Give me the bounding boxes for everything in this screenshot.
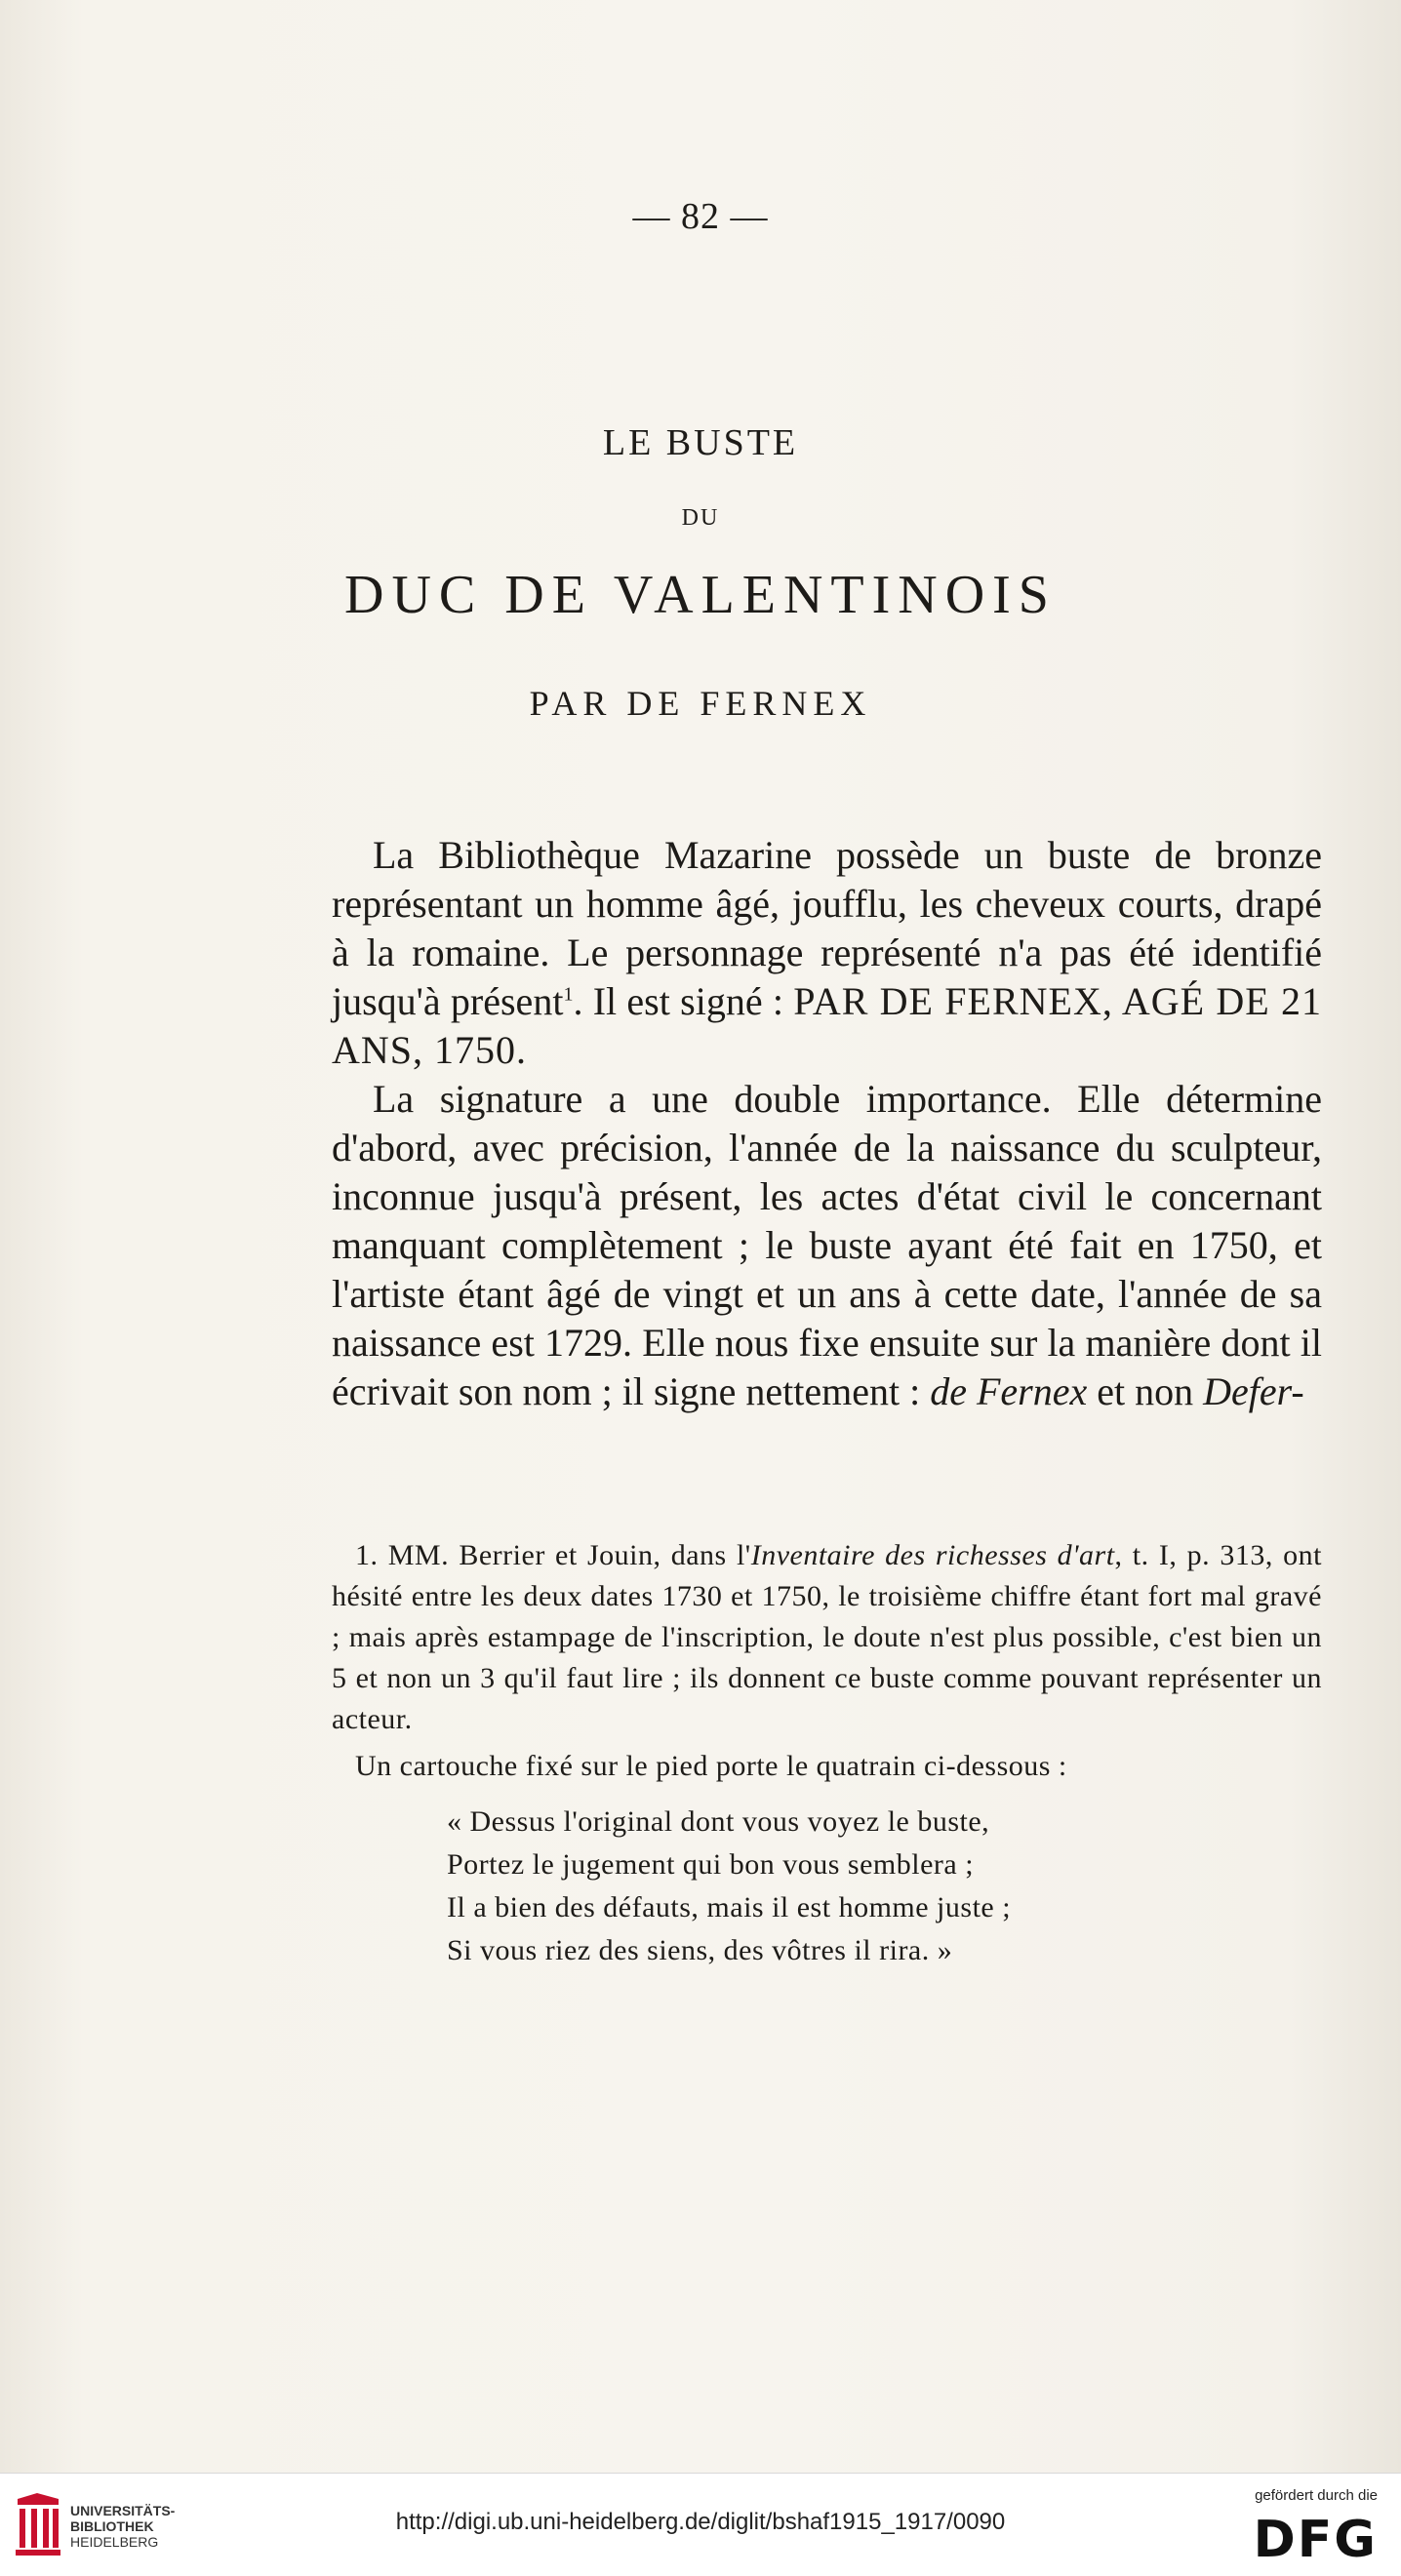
paragraph-2: [332, 1075, 1322, 1416]
paragraph-1-text-b: . Il est signé :: [573, 979, 794, 1023]
paragraph-1-text: La Bibliothèque Mazarine possède un buste de bronze représentant un homme âgé, joufflu, les cheveux courts, drapé à la romaine. Le personnage représenté n'a pas été identifié jusqu'à présent: [332, 833, 1322, 1023]
paragraph-2-text: La signature a une double importance. Elle détermine d'abord, avec précision, l'année de la naissance du sculpteur, inconnue jusqu'à présent, les actes d'état civil le concernant manquant complètement ; le buste ayant été fait en 1750, et l'artiste étant âgé de vingt et un ans à cette date, l'année de sa naissance est 1729. Elle nous fixe ensuite sur la manière dont il écrivait son nom ; il signe nettement :: [332, 1077, 1322, 1413]
footnote-title: Inventaire des richesses d'art: [750, 1539, 1115, 1571]
footnote-cartouche: Un cartouche fixé sur le pied porte le quatrain ci-dessous :: [355, 1750, 1067, 1782]
footnote-1: [332, 1535, 1322, 1740]
quatrain: [447, 1801, 1322, 1972]
name-defer: Defer-: [1203, 1369, 1304, 1413]
title-line-2: DU: [681, 505, 720, 531]
footnotes: [332, 1535, 1322, 1972]
paragraph-2-mid: et non: [1087, 1369, 1204, 1413]
funding-label: gefördert durch die: [1255, 2487, 1378, 2504]
title-line-1: LE BUSTE: [602, 422, 799, 463]
library-name-line: HEIDELBERG: [70, 2534, 159, 2550]
name-de-fernex: de Fernex: [930, 1369, 1088, 1413]
paragraph-1: [332, 831, 1322, 1075]
quatrain-line: « Dessus l'original dont vous voyez le buste,: [447, 1805, 990, 1838]
library-name-line: UNIVERSITÄTS-: [70, 2503, 176, 2518]
quatrain-line: Si vous riez des siens, des vôtres il rira. »: [447, 1934, 953, 1966]
footnote-1-text-b: , t. I, p. 313, ont hésité entre les deux dates 1730 et 1750, le troisième chiffre étant fort mal gravé ; mais après estampage de l'inscription, le doute n'est plus possible, c'est bien un 5 et non un 3 qu'il faut lire ; ils donnent ce buste comme pouvant représenter un acteur.: [332, 1539, 1322, 1735]
footnote-marker: 1: [563, 983, 574, 1006]
page-number: — 82 —: [632, 196, 769, 237]
library-name-line: BIBLIOTHEK: [70, 2518, 154, 2534]
article-body: [332, 831, 1322, 1416]
quatrain-line: Portez le jugement qui bon vous semblera ;: [447, 1848, 975, 1881]
dfg-logo: DFG: [1253, 2511, 1378, 2569]
permalink-url[interactable]: http://digi.ub.uni-heidelberg.de/diglit/bshaf1915_1917/0090: [395, 2509, 1006, 2535]
footnote-1-text: 1. MM. Berrier et Jouin, dans l': [355, 1539, 751, 1571]
quatrain-line: Il a bien des défauts, mais il est homme juste ;: [447, 1891, 1012, 1923]
author-line: PAR DE FERNEX: [529, 684, 872, 723]
title-main: DUC DE VALENTINOIS: [344, 565, 1057, 625]
signature-text: PAR DE FERNEX, AGÉ DE 21 ANS, 1750.: [332, 979, 1322, 1072]
viewer-footer: [0, 2473, 1401, 2576]
